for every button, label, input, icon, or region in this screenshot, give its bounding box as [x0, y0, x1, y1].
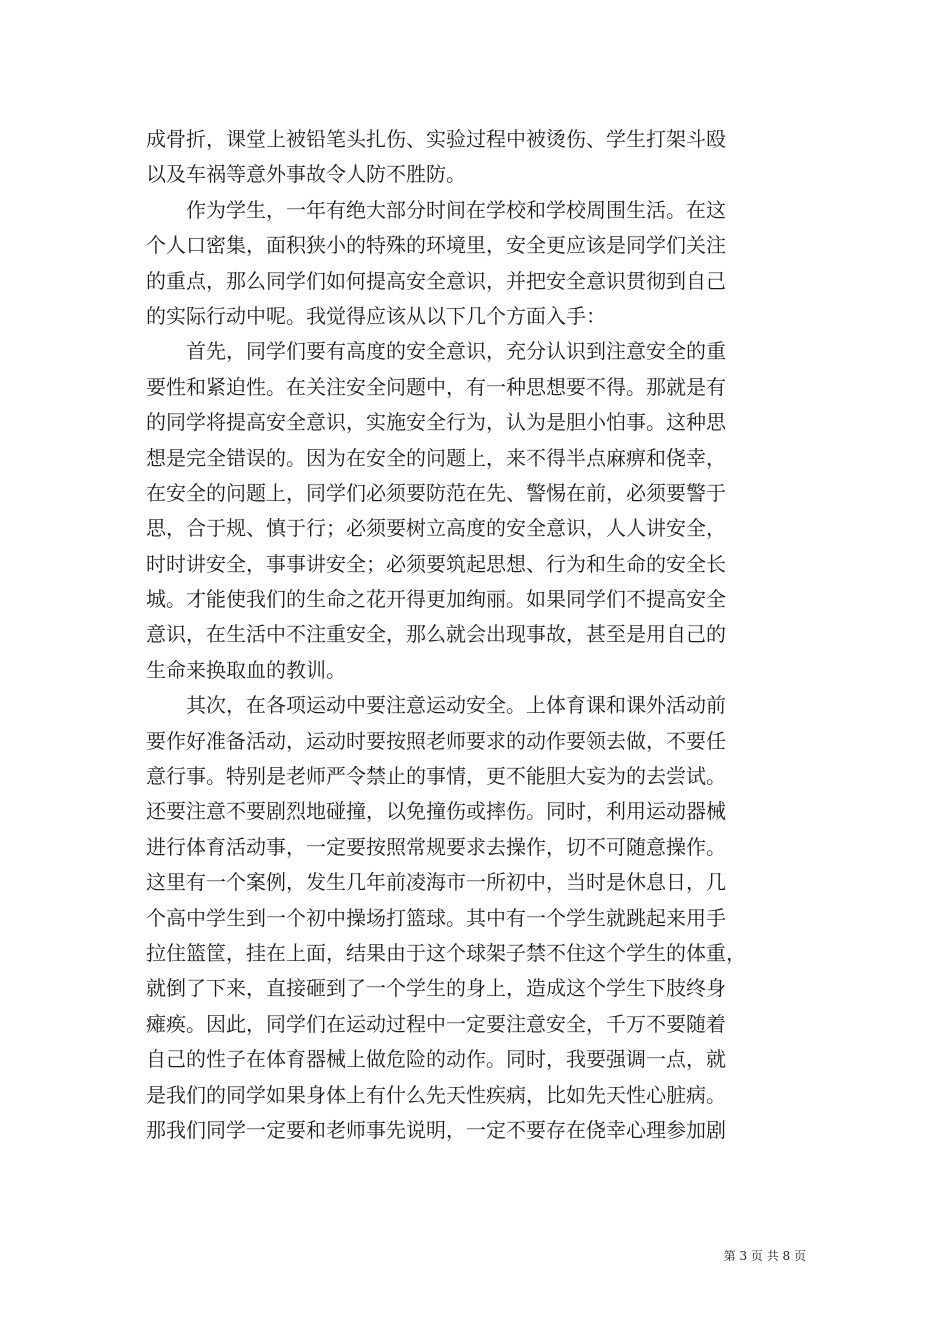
text-line: 就倒了下来，直接砸到了一个学生的身上，造成这个学生下肢终身: [146, 976, 726, 1001]
text-line: 城。才能使我们的生命之花开得更加绚丽。如果同学们不提高安全: [146, 587, 726, 612]
text-line: 思，合于规、慎于行；必须要树立高度的安全意识，人人讲安全，: [146, 516, 726, 541]
text-line: 其次，在各项运动中要注意运动安全。上体育课和课外活动前: [146, 693, 726, 718]
text-line: 拉住篮筐，挂在上面，结果由于这个球架子禁不住这个学生的体重，: [146, 940, 746, 965]
text-line: 作为学生，一年有绝大部分时间在学校和学校周围生活。在这: [146, 197, 726, 222]
text-line: 要性和紧迫性。在关注安全问题中，有一种思想要不得。那就是有: [146, 374, 726, 399]
text-line: 的重点，那么同学们如何提高安全意识，并把安全意识贯彻到自己: [146, 268, 726, 293]
text-line: 是我们的同学如果身体上有什么先天性疾病，比如先天性心脏病。: [146, 1082, 726, 1107]
text-line: 个高中学生到一个初中操场打篮球。其中有一个学生就跳起来用手: [146, 905, 726, 930]
text-line: 想是完全错误的。因为在安全的问题上，来不得半点麻痹和侥幸，: [146, 445, 726, 470]
text-line: 进行体育活动事，一定要按照常规要求去操作，切不可随意操作。: [146, 834, 726, 859]
text-line: 还要注意不要剧烈地碰撞，以免撞伤或摔伤。同时，利用运动器械: [146, 799, 726, 824]
text-line: 要作好准备活动，运动时要按照老师要求的动作要领去做，不要任: [146, 728, 726, 753]
page-number: 第 3 页 共 8 页: [723, 1249, 806, 1263]
document-body: [146, 122, 806, 1148]
text-line: 生命来换取血的教训。: [146, 657, 346, 682]
text-line: 瘫痪。因此，同学们在运动过程中一定要注意安全，千万不要随着: [146, 1011, 726, 1036]
text-line: 时时讲安全，事事讲安全；必须要筑起思想、行为和生命的安全长: [146, 551, 726, 576]
text-line: 自己的性子在体育器械上做危险的动作。同时，我要强调一点，就: [146, 1047, 726, 1072]
text-line: 意行事。特别是老师严令禁止的事情，更不能胆大妄为的去尝试。: [146, 764, 726, 789]
text-line: 的实际行动中呢。我觉得应该从以下几个方面入手：: [146, 303, 606, 328]
text-line: 这里有一个案例，发生几年前凌海市一所初中，当时是休息日，几: [146, 870, 726, 895]
text-line: 意识，在生活中不注重安全，那么就会出现事故，甚至是用自己的: [146, 622, 726, 647]
text-line: 在安全的问题上，同学们必须要防范在先、警惕在前，必须要警于: [146, 480, 726, 505]
text-line: 个人口密集，面积狭小的特殊的环境里，安全更应该是同学们关注: [146, 233, 726, 258]
text-line: 的同学将提高安全意识，实施安全行为，认为是胆小怕事。这种思: [146, 410, 726, 435]
text-line: 成骨折，课堂上被铅笔头扎伤、实验过程中被烫伤、学生打架斗殴: [146, 127, 726, 151]
text-line: 以及车祸等意外事故令人防不胜防。: [146, 162, 466, 187]
text-line: 那我们同学一定要和老师事先说明，一定不要存在侥幸心理参加剧: [146, 1117, 726, 1142]
text-line: 首先，同学们要有高度的安全意识，充分认识到注意安全的重: [146, 339, 726, 364]
